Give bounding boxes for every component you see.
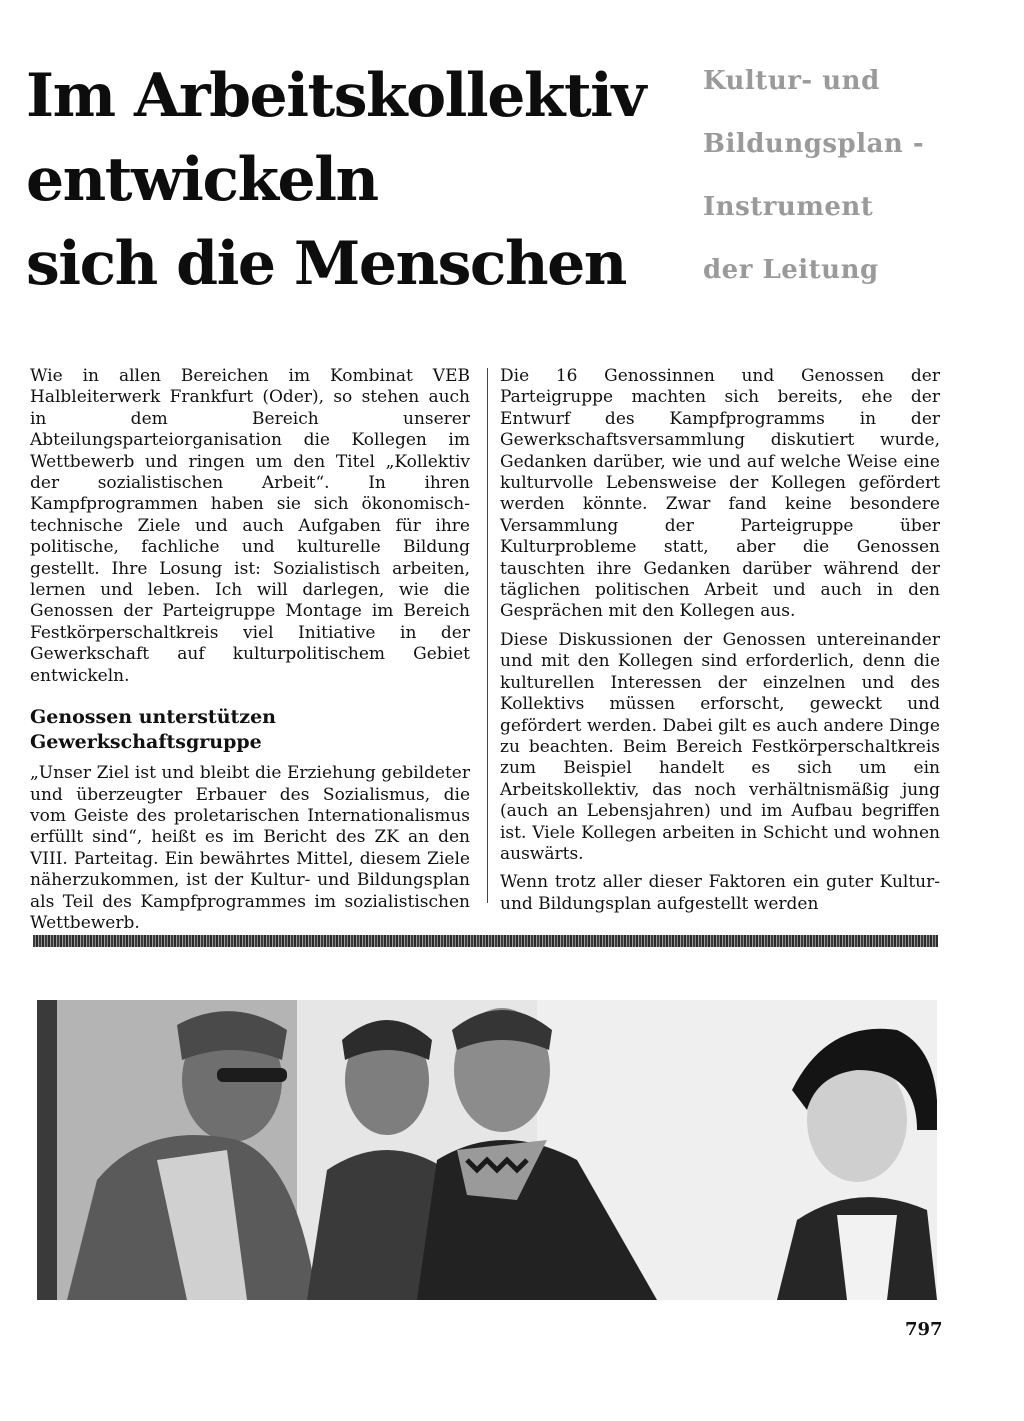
subheading: Genossen unterstützen Gewerkschaftsgruppe	[30, 706, 276, 754]
headline	[26, 54, 686, 306]
paragraph: Die 16 Genossinnen und Genossen der Parteigruppe machten sich bereits, ehe der Entwurf des Kampfprogramms in der Gewerkschaftsversammlung diskutiert wurde, Gedanken darüber, wie und auf welche Weise eine kulturvolle Lebensweise der Kollegen gefördert werden könnte. Zwar fand keine besondere Versammlung der Parteigruppe über Kulturprobleme statt, aber die Genossen tauschten ihre Gedanken darüber während der täglichen politischen Arbeit und auch in den Gesprächen mit den Kollegen aus.	[500, 366, 940, 622]
paragraph: Diese Diskussionen der Genossen untereinander und mit den Kollegen sind erforderlich, denn die kulturellen Interessen der einzelnen und des Kollektivs müssen erforscht, geweckt und gefördert werden. Dabei gilt es auch andere Dinge zu beachten. Beim Bereich Festkörperschaltkreis zum Beispiel handelt es sich um ein Arbeitskollektiv, das noch verhältnismäßig jung (auch an Lebensjahren) und im Aufbau begriffen ist. Viele Kollegen arbeiten in Schicht und wohnen auswärts.	[500, 629, 940, 864]
kicker	[703, 50, 1003, 302]
kicker-line: der Leitung	[703, 255, 879, 285]
article-column-right	[500, 366, 940, 922]
article-column-left	[30, 366, 470, 941]
decorative-divider-bar	[33, 935, 938, 947]
headline-line: sich die Menschen	[26, 229, 626, 299]
page-number: 797	[905, 1319, 943, 1340]
headline-line: entwickeln	[26, 145, 378, 215]
group-photo	[37, 1000, 937, 1300]
photo-illustration	[37, 1000, 937, 1300]
kicker-line: Instrument	[703, 192, 874, 222]
paragraph: Wenn trotz aller dieser Faktoren ein guter Kultur- und Bildungsplan aufgestellt werden	[500, 872, 940, 914]
paragraph: „Unser Ziel ist und bleibt die Erziehung gebildeter und überzeugter Erbauer des Sozialismus, die vom Geiste des proletarischen Internationalismus erfüllt sind“, heißt es im Bericht des ZK an den VIII. Parteitag. Ein bewährtes Mittel, diesem Ziele näherzukommen, ist der Kultur- und Bildungsplan als Teil des Kampfprogrammes im sozialistischen Wettbewerb.	[30, 763, 470, 933]
paragraph: Wie in allen Bereichen im Kombinat VEB Halbleiterwerk Frankfurt (Oder), so stehen auch in dem Bereich unserer Abteilungsparteiorganisation die Kollegen im Wettbewerb und ringen um den Titel „Kollektiv der sozialistischen Arbeit“. In ihren Kampfprogrammen haben sie sich ökonomisch-technische Ziele und auch Aufgaben für ihre politische, fachliche und kulturelle Bildung gestellt. Ihre Losung ist: Sozialistisch arbeiten, lernen und leben. Ich will darlegen, wie die Genossen der Parteigruppe Montage im Bereich Festkörperschaltkreis viel Initiative in der Gewerkschaft auf kulturpolitischem Gebiet entwickeln.	[30, 366, 470, 686]
kicker-line: Bildungsplan -	[703, 129, 925, 159]
kicker-line: Kultur- und	[703, 66, 880, 96]
headline-line: Im Arbeitskollektiv	[26, 61, 645, 131]
column-divider	[487, 368, 488, 903]
